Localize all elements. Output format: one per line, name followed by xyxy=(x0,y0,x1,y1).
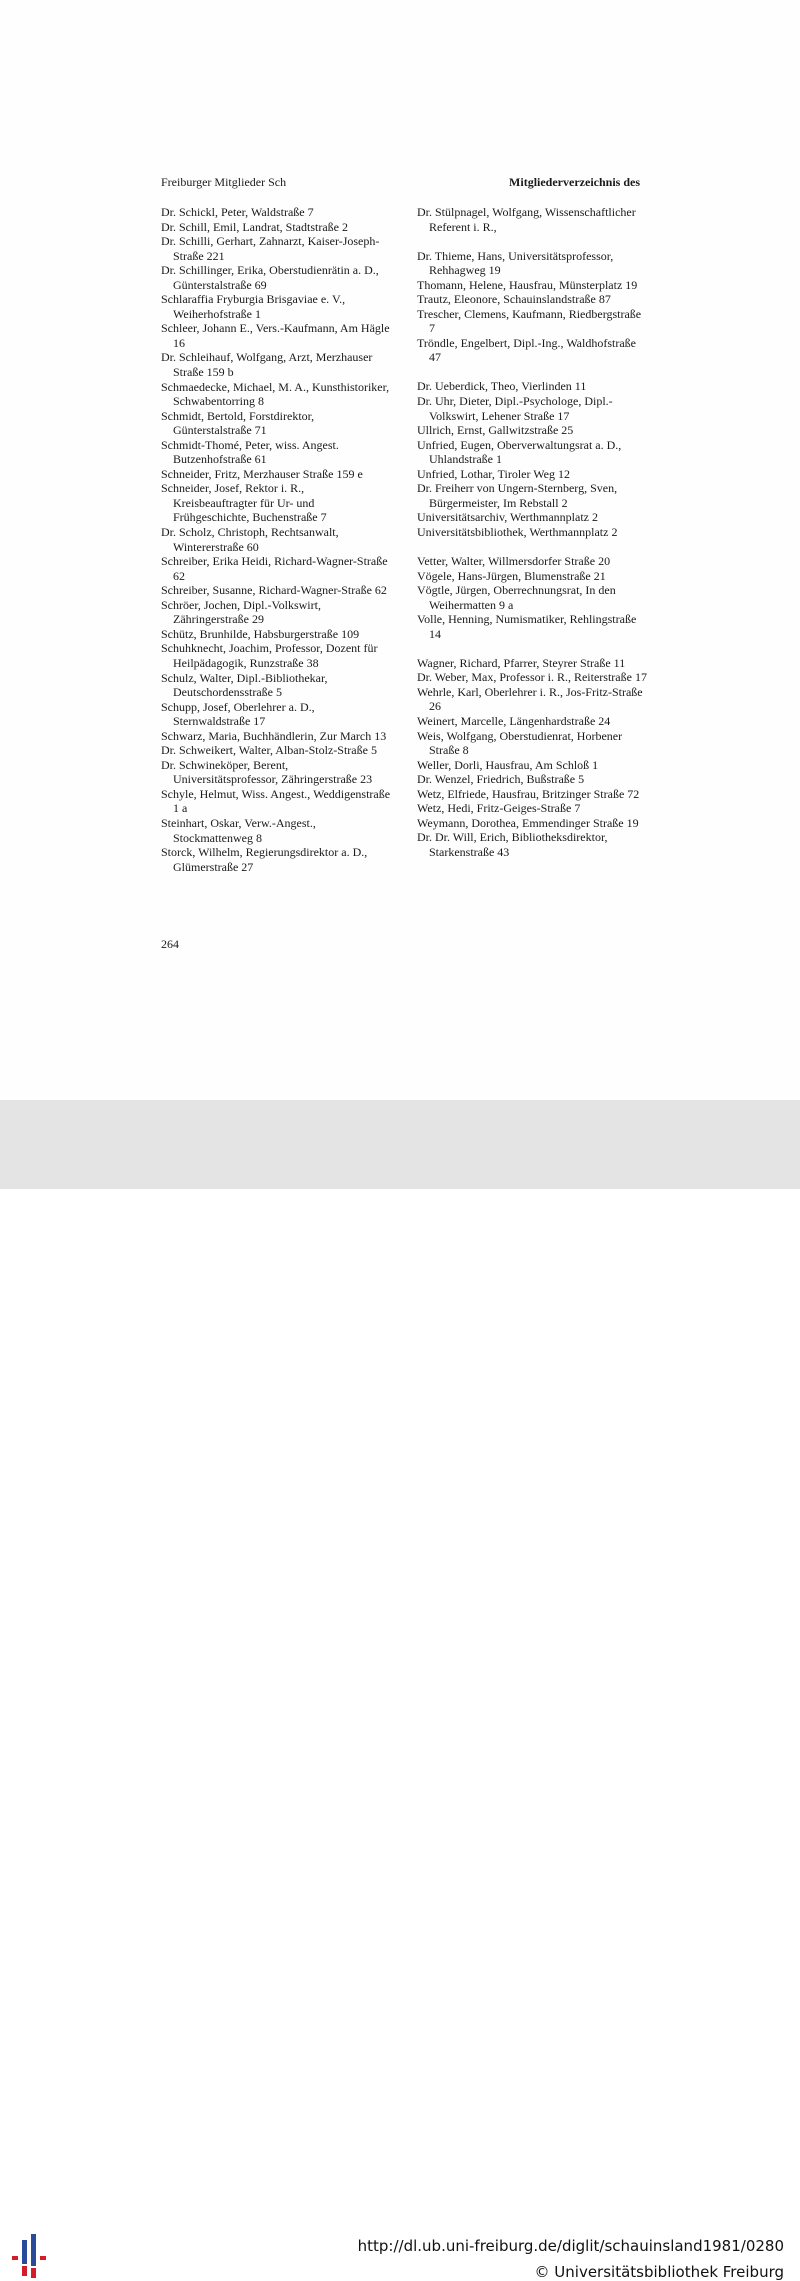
directory-entry: Ullrich, Ernst, Gallwitzstraße 25 xyxy=(417,423,574,438)
directory-entry: Wetz, Hedi, Fritz-Geiges-Straße 7 xyxy=(417,801,581,816)
directory-entry: Schreiber, Susanne, Richard-Wagner-Straße 62 xyxy=(161,583,387,598)
directory-entry: Weis, Wolfgang, Oberstudienrat, Horbener Straße 8 xyxy=(417,728,623,758)
directory-entry: Tröndle, Engelbert, Dipl.-Ing., Waldhofstraße 47 xyxy=(417,335,636,365)
directory-entry: Dr. Scholz, Christoph, Rechtsanwalt, Wintererstraße 60 xyxy=(161,525,339,554)
directory-entry: Wagner, Richard, Pfarrer, Steyrer Straße 11 xyxy=(417,655,626,670)
directory-entry: Trescher, Clemens, Kaufmann, Riedbergstraße 7 xyxy=(417,306,642,336)
left-column xyxy=(161,205,391,874)
directory-entry: Schreiber, Erika Heidi, Richard-Wagner-Straße 62 xyxy=(161,554,388,583)
directory-entry: Dr. Schleihauf, Wolfgang, Arzt, Merzhauser Straße 159 b xyxy=(161,350,373,380)
directory-entry: Schleer, Johann E., Vers.-Kaufmann, Am Hägle 16 xyxy=(161,321,390,350)
copyright-notice: © Universitätsbibliothek Freiburg xyxy=(534,2263,784,2281)
directory-entry: Schwarz, Maria, Buchhändlerin, Zur March 13 xyxy=(161,728,387,743)
directory-entry: Schmidt-Thomé, Peter, wiss. Angest. Butzenhofstraße 61 xyxy=(161,437,339,467)
directory-entry: Vögele, Hans-Jürgen, Blumenstraße 21 xyxy=(417,568,606,583)
directory-entry: Trautz, Eleonore, Schauinslandstraße 87 xyxy=(417,292,611,307)
directory-entry: Vögtle, Jürgen, Oberrechnungsrat, In den Weihermatten 9 a xyxy=(417,583,616,612)
running-header-right: Mitgliederverzeichnis des xyxy=(509,175,640,189)
directory-entry: Weinert, Marcelle, Längenhardstraße 24 xyxy=(417,713,611,728)
directory-entry: Steinhart, Oskar, Verw.-Angest., Stockmattenweg 8 xyxy=(161,815,316,845)
directory-entry: Dr. Freiherr von Ungern-Sternberg, Sven, Bürgermeister, Im Rebstall 2 xyxy=(417,481,618,510)
directory-entry: Unfried, Lothar, Tiroler Weg 12 xyxy=(417,466,570,481)
footer-bar xyxy=(0,1100,800,2281)
directory-entry: Wetz, Elfriede, Hausfrau, Britzinger Straße 72 xyxy=(417,786,640,801)
directory-entry: Dr. Dr. Will, Erich, Bibliotheksdirektor, Starkenstraße 43 xyxy=(417,830,608,859)
directory-entry: Schneider, Fritz, Merzhauser Straße 159 e xyxy=(161,466,363,481)
running-header-left: Freiburger Mitglieder Sch xyxy=(161,175,287,189)
directory-entry: Thomann, Helene, Hausfrau, Münsterplatz 19 xyxy=(417,277,638,292)
directory-entry: Schuhknecht, Joachim, Professor, Dozent für Heilpädagogik, Runzstraße 38 xyxy=(161,641,378,670)
directory-entry: Schmidt, Bertold, Forstdirektor, Günterstalstraße 71 xyxy=(161,408,315,438)
directory-entry: Schmaedecke, Michael, M. A., Kunsthistoriker, Schwabentorring 8 xyxy=(161,379,390,409)
directory-entry: Dr. Schweikert, Walter, Alban-Stolz-Straße 5 xyxy=(161,743,377,758)
directory-entry: Dr. Thieme, Hans, Universitätsprofessor, Rehhagweg 19 xyxy=(417,248,614,278)
directory-entry: Universitätsarchiv, Werthmannplatz 2 xyxy=(417,510,598,525)
page-number: 264 xyxy=(161,937,179,951)
directory-entry: Wehrle, Karl, Oberlehrer i. R., Jos-Fritz-Straße 26 xyxy=(417,684,643,714)
directory-entry: Vetter, Walter, Willmersdorfer Straße 20 xyxy=(417,553,611,568)
directory-entry: Schneider, Josef, Rektor i. R., Kreisbeauftragter für Ur- und Frühgeschichte, Buchenstraße 7 xyxy=(161,481,327,525)
document-page xyxy=(0,0,800,1100)
directory-entry: Schütz, Brunhilde, Habsburgerstraße 109 xyxy=(161,626,360,641)
directory-entry: Universitätsbibliothek, Werthmannplatz 2 xyxy=(417,524,618,539)
directory-entry: Weymann, Dorothea, Emmendinger Straße 19 xyxy=(417,815,639,830)
directory-entry: Schupp, Josef, Oberlehrer a. D., Sternwaldstraße 17 xyxy=(161,699,315,729)
directory-entry: Dr. Wenzel, Friedrich, Bußstraße 5 xyxy=(417,772,585,787)
directory-entry: Dr. Weber, Max, Professor i. R., Reiterstraße 17 xyxy=(417,670,647,685)
directory-entry: Dr. Ueberdick, Theo, Vierlinden 11 xyxy=(417,379,587,394)
directory-entry: Unfried, Eugen, Oberverwaltungsrat a. D., Uhlandstraße 1 xyxy=(417,437,622,467)
directory-entry: Weller, Dorli, Hausfrau, Am Schloß 1 xyxy=(417,757,599,772)
directory-entry: Dr. Schickl, Peter, Waldstraße 7 xyxy=(161,205,314,219)
directory-entry: Schulz, Walter, Dipl.-Bibliothekar, Deutschordensstraße 5 xyxy=(161,670,328,700)
directory-entry: Dr. Schill, Emil, Landrat, Stadtstraße 2 xyxy=(161,219,348,234)
directory-entry: Schlaraffia Fryburgia Brisgaviae e. V., Weiherhofstraße 1 xyxy=(161,292,346,321)
right-column xyxy=(417,205,649,859)
directory-entry: Storck, Wilhelm, Regierungsdirektor a. D., Glümerstraße 27 xyxy=(161,845,368,874)
directory-entry: Schyle, Helmut, Wiss. Angest., Weddigenstraße 1 a xyxy=(161,786,391,816)
source-url-link[interactable]: http://dl.ub.uni-freiburg.de/diglit/schauinsland1981/0280 xyxy=(357,2237,784,2255)
directory-entry: Dr. Schillinger, Erika, Oberstudienrätin a. D., Günterstalstraße 69 xyxy=(161,263,379,292)
directory-entry: Volle, Henning, Numismatiker, Rehlingstraße 14 xyxy=(417,612,637,641)
ub-freiburg-logo-icon xyxy=(8,2230,52,2278)
directory-entry: Dr. Schwineköper, Berent, Universitätsprofessor, Zähringerstraße 23 xyxy=(161,757,373,787)
directory-entry: Dr. Schilli, Gerhart, Zahnarzt, Kaiser-Joseph-Straße 221 xyxy=(161,234,380,263)
directory-entry: Dr. Stülpnagel, Wolfgang, Wissenschaftlicher Referent i. R., xyxy=(417,205,636,234)
directory-entry: Schröer, Jochen, Dipl.-Volkswirt, Zähringerstraße 29 xyxy=(161,597,321,627)
directory-entry: Dr. Uhr, Dieter, Dipl.-Psychologe, Dipl.-Volkswirt, Lehener Straße 17 xyxy=(417,394,613,423)
